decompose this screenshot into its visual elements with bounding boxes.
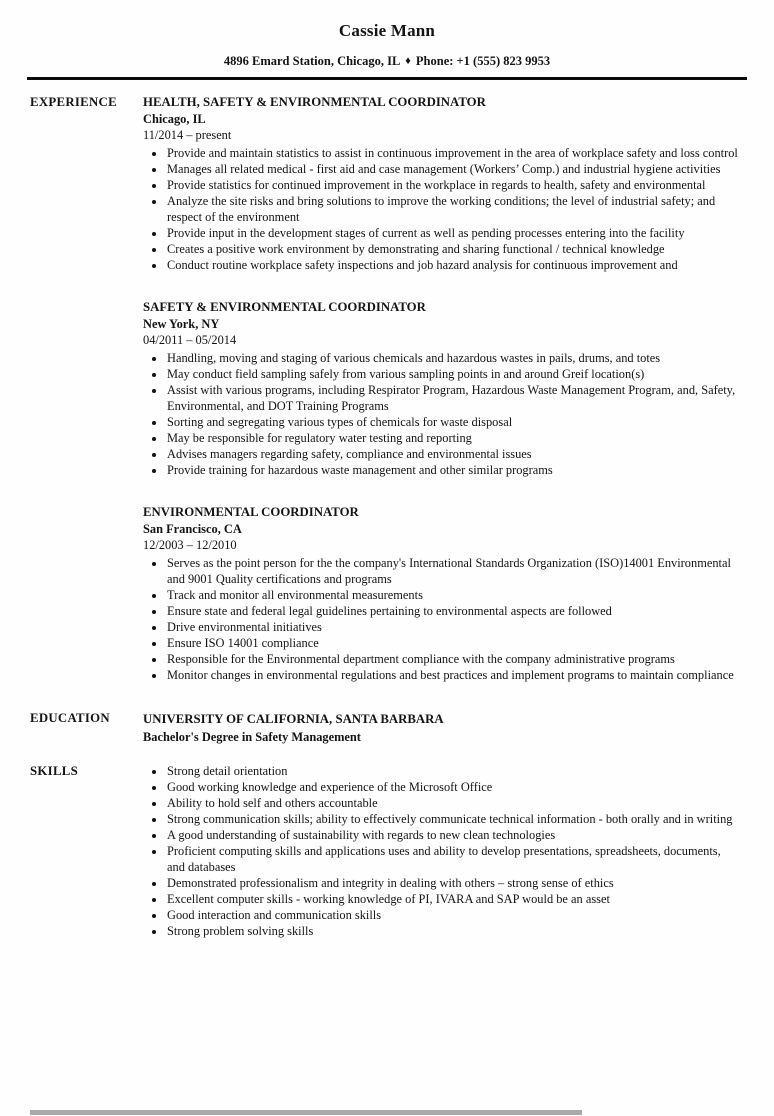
skill-item: • Strong communication skills; ability to effectively communicate technical information - both orally and in writing xyxy=(166,811,738,827)
bullet-item: • Drive environmental initiatives xyxy=(166,619,738,635)
header-divider xyxy=(27,77,747,80)
skill-item: • Ability to hold self and others accountable xyxy=(166,795,738,811)
skills-section-label: SKILLS xyxy=(30,764,79,778)
skills-bullet-list xyxy=(143,763,738,939)
experience-section-label: EXPERIENCE xyxy=(30,95,117,109)
bullet-item: • Advises managers regarding safety, compliance and environmental issues xyxy=(166,446,738,462)
skills-section xyxy=(0,763,774,939)
job-title: HEALTH, SAFETY & ENVIRONMENTAL COORDINATOR xyxy=(143,95,486,109)
job-dates: 12/2003 – 12/2010 xyxy=(143,538,237,552)
bullet-item: • Assist with various programs, including Respirator Program, Hazardous Waste Management Program, and, Safety, Environmental, and DOT Training Programs xyxy=(166,382,738,414)
job-dates: 04/2011 – 05/2014 xyxy=(143,333,237,347)
job-title: ENVIRONMENTAL COORDINATOR xyxy=(143,505,359,519)
skill-item: • Proficient computing skills and applications uses and ability to develop presentations, spreadsheets, documents, and databases xyxy=(166,843,738,875)
bullet-item: • Sorting and segregating various types of chemicals for waste disposal xyxy=(166,414,738,430)
bullet-item: • Responsible for the Environmental department compliance with the company administrative programs xyxy=(166,651,738,667)
bullet-item: • Provide training for hazardous waste management and other similar programs xyxy=(166,462,738,478)
bullet-item: • Provide and maintain statistics to assist in continuous improvement in the area of workplace safety and loss control xyxy=(166,145,738,161)
job-entry xyxy=(143,299,738,478)
bullet-item: • Conduct routine workplace safety inspections and job hazard analysis for continuous improvement and xyxy=(166,257,738,273)
job-entry xyxy=(143,94,738,273)
education-section-label: EDUCATION xyxy=(30,711,110,725)
skills-section-content xyxy=(143,763,774,939)
job-location: San Francisco, CA xyxy=(143,522,242,536)
candidate-name: Cassie Mann xyxy=(338,21,436,40)
contact-line xyxy=(0,54,774,69)
experience-section-content xyxy=(143,94,774,683)
job-entry xyxy=(143,504,738,683)
job-location: Chicago, IL xyxy=(143,112,206,126)
resume-header xyxy=(0,0,774,80)
bullet-item: • May conduct field sampling safely from various sampling points in and around Greif location(s) xyxy=(166,366,738,382)
skill-item: • Strong problem solving skills xyxy=(166,923,738,939)
education-section xyxy=(0,710,774,746)
job-location: New York, NY xyxy=(143,317,220,331)
skill-item: • Good working knowledge and experience of the Microsoft Office xyxy=(166,779,738,795)
bullet-item: • Provide input in the development stages of current as well as pending processes entering into the facility xyxy=(166,225,738,241)
job-bullet-list xyxy=(143,145,738,273)
bullet-item: • Ensure state and federal legal guidelines pertaining to environmental aspects are followed xyxy=(166,603,738,619)
contact-address: 4896 Emard Station, Chicago, IL xyxy=(223,54,401,68)
skill-item: • Strong detail orientation xyxy=(166,763,738,779)
bullet-item: • Ensure ISO 14001 compliance xyxy=(166,635,738,651)
bullet-item: • Track and monitor all environmental measurements xyxy=(166,587,738,603)
experience-section xyxy=(0,94,774,683)
bullet-item: • Creates a positive work environment by demonstrating and sharing functional / technical knowledge xyxy=(166,241,738,257)
job-title: SAFETY & ENVIRONMENTAL COORDINATOR xyxy=(143,300,426,314)
bullet-item: • Handling, moving and staging of various chemicals and hazardous wastes in pails, drums, and totes xyxy=(166,350,738,366)
skill-item: • Good interaction and communication skills xyxy=(166,907,738,923)
diamond-separator-icon: ♦ xyxy=(405,55,411,67)
bullet-item: • Analyze the site risks and bring solutions to improve the working conditions; the level of industrial safety; and respect of the environment xyxy=(166,193,738,225)
skill-item: • Excellent computer skills - working knowledge of PI, IVARA and SAP would be an asset xyxy=(166,891,738,907)
education-section-content xyxy=(143,710,774,746)
job-bullet-list xyxy=(143,555,738,683)
scan-artifact-bar xyxy=(30,1110,582,1115)
job-bullet-list xyxy=(143,350,738,478)
bullet-item: • Monitor changes in environmental regulations and best practices and implement programs to maintain compliance xyxy=(166,667,738,683)
skill-item: • A good understanding of sustainability with regards to new clean technologies xyxy=(166,827,738,843)
bullet-item: • Provide statistics for continued improvement in the workplace in regards to health, safety and environmental xyxy=(166,177,738,193)
education-school: UNIVERSITY OF CALIFORNIA, SANTA BARBARA xyxy=(143,712,444,726)
bullet-item: • May be responsible for regulatory water testing and reporting xyxy=(166,430,738,446)
education-degree: Bachelor's Degree in Safety Management xyxy=(143,730,361,744)
job-dates: 11/2014 – present xyxy=(143,128,232,142)
bullet-item: • Serves as the point person for the the company's International Standards Organization (ISO)14001 Environmental and 9001 Quality certifications and programs xyxy=(166,555,738,587)
contact-phone: Phone: +1 (555) 823 9953 xyxy=(415,54,551,68)
bullet-item: • Manages all related medical - first aid and case management (Workers’ Comp.) and industrial hygiene activities xyxy=(166,161,738,177)
skill-item: • Demonstrated professionalism and integrity in dealing with others – strong sense of ethics xyxy=(166,875,738,891)
